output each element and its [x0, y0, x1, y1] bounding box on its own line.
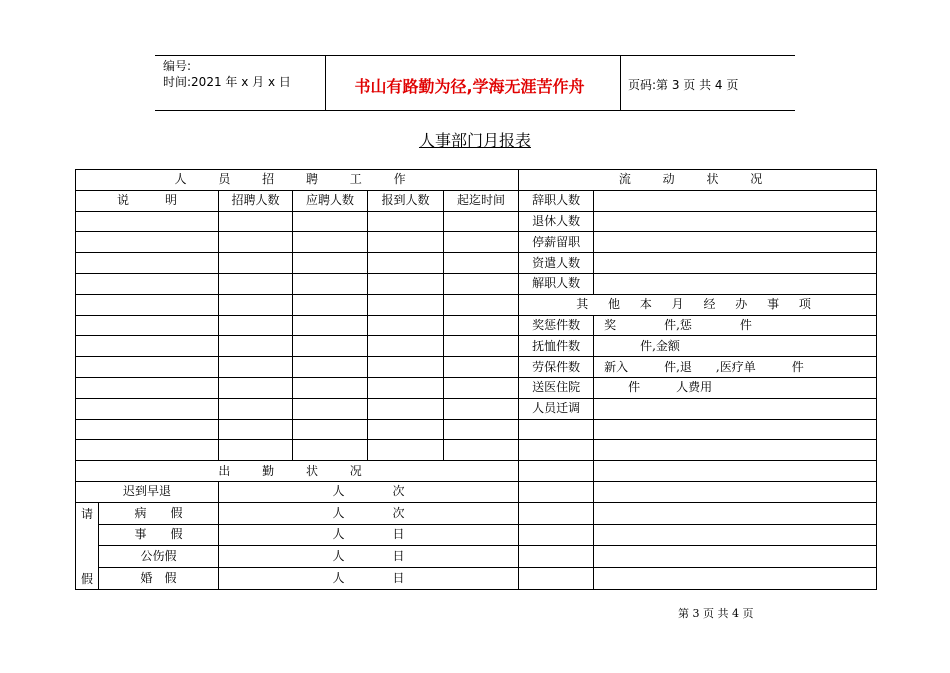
input-cell[interactable] — [219, 294, 293, 315]
other-value[interactable]: 新入 件,退 ,医疗单 件 — [594, 357, 877, 378]
input-cell[interactable] — [219, 419, 293, 440]
input-cell[interactable] — [594, 524, 877, 546]
header-page-info: 页码:第 3 页 共 4 页 — [628, 78, 739, 92]
other-label: 人员迁调 — [519, 398, 594, 419]
input-cell[interactable] — [368, 357, 444, 378]
input-cell[interactable] — [519, 419, 594, 440]
table-row — [76, 440, 877, 461]
col-header-description: 说 明 — [76, 190, 219, 211]
other-value[interactable] — [594, 398, 877, 419]
input-cell[interactable] — [519, 524, 594, 546]
input-cell[interactable] — [594, 481, 877, 502]
input-cell[interactable] — [219, 232, 293, 253]
input-cell[interactable] — [594, 546, 877, 568]
input-cell[interactable] — [594, 419, 877, 440]
input-cell[interactable] — [594, 461, 877, 482]
flow-value-cell[interactable] — [594, 211, 877, 232]
table-row — [76, 294, 877, 315]
input-cell[interactable] — [368, 315, 444, 336]
input-cell[interactable] — [444, 398, 519, 419]
input-cell[interactable] — [519, 440, 594, 461]
monthly-report-table — [75, 169, 877, 590]
input-cell[interactable] — [444, 232, 519, 253]
table-row — [76, 481, 877, 502]
input-cell[interactable] — [519, 461, 594, 482]
col-header-period: 起迄时间 — [444, 190, 519, 211]
leave-label: 病 假 — [99, 502, 219, 524]
flow-label: 停薪留职 — [519, 232, 594, 253]
col-header-reported: 报到人数 — [368, 190, 444, 211]
other-value[interactable]: 奖 件,惩 件 — [594, 315, 877, 336]
leave-label-bottom: 假 — [80, 571, 93, 586]
input-cell[interactable] — [76, 419, 219, 440]
input-cell[interactable] — [368, 336, 444, 357]
col-header-hired: 招聘人数 — [219, 190, 293, 211]
flow-label: 退休人数 — [519, 211, 594, 232]
input-cell[interactable] — [76, 273, 219, 294]
table-row — [76, 211, 877, 232]
input-cell[interactable] — [444, 419, 519, 440]
table-row — [76, 461, 877, 482]
input-cell[interactable] — [519, 568, 594, 590]
input-cell[interactable] — [293, 398, 368, 419]
table-row — [76, 336, 877, 357]
leave-label: 事 假 — [99, 524, 219, 546]
leave-label-top: 请 — [80, 506, 93, 521]
other-value[interactable]: 件 人费用 — [594, 377, 877, 398]
input-cell[interactable] — [76, 398, 219, 419]
input-cell[interactable] — [219, 211, 293, 232]
input-cell[interactable] — [219, 273, 293, 294]
page-footer: 第 3 页 共 4 页 — [678, 607, 754, 620]
table-row — [76, 273, 877, 294]
input-cell[interactable] — [219, 440, 293, 461]
flow-value-cell[interactable] — [594, 232, 877, 253]
input-cell[interactable] — [444, 336, 519, 357]
flow-value-cell[interactable] — [594, 273, 877, 294]
leave-value[interactable]: 人 日 — [219, 524, 519, 546]
input-cell[interactable] — [444, 357, 519, 378]
input-cell[interactable] — [293, 253, 368, 274]
input-cell[interactable] — [76, 294, 219, 315]
table-row — [76, 170, 877, 191]
input-cell[interactable] — [368, 419, 444, 440]
input-cell[interactable] — [594, 440, 877, 461]
other-matters-header: 其 他 本 月 经 办 事 项 — [519, 294, 877, 315]
flow-label: 解职人数 — [519, 273, 594, 294]
input-cell[interactable] — [293, 294, 368, 315]
flow-label: 辞职人数 — [519, 190, 594, 211]
input-cell[interactable] — [444, 211, 519, 232]
input-cell[interactable] — [444, 315, 519, 336]
flow-label: 资遣人数 — [519, 253, 594, 274]
input-cell[interactable] — [219, 253, 293, 274]
other-label: 奖惩件数 — [519, 315, 594, 336]
input-cell[interactable] — [519, 546, 594, 568]
table-row — [76, 398, 877, 419]
late-value[interactable]: 人 次 — [219, 481, 519, 502]
input-cell[interactable] — [444, 273, 519, 294]
input-cell[interactable] — [219, 315, 293, 336]
flow-header: 流 动 状 况 — [519, 170, 877, 191]
leave-label: 公伤假 — [99, 546, 219, 568]
table-row — [76, 568, 877, 590]
code-label: 编号: — [163, 59, 192, 73]
input-cell[interactable] — [368, 273, 444, 294]
header-divider — [620, 56, 621, 110]
other-label: 送医住院 — [519, 377, 594, 398]
input-cell[interactable] — [368, 211, 444, 232]
input-cell[interactable] — [293, 315, 368, 336]
input-cell[interactable] — [76, 211, 219, 232]
header-left-info — [163, 58, 291, 90]
other-value[interactable]: 件,金额 — [594, 336, 877, 357]
input-cell[interactable] — [368, 253, 444, 274]
table-row — [76, 232, 877, 253]
table-row — [76, 524, 877, 546]
leave-value[interactable]: 人 日 — [219, 546, 519, 568]
input-cell[interactable] — [293, 232, 368, 253]
input-cell[interactable] — [219, 357, 293, 378]
time-line: 时间:2021 年 x 月 x 日 — [163, 75, 291, 89]
table-row — [76, 315, 877, 336]
attendance-header: 出 勤 状 况 — [76, 461, 519, 482]
input-cell[interactable] — [594, 568, 877, 590]
page-header — [155, 55, 795, 111]
input-cell[interactable] — [293, 273, 368, 294]
recruit-header: 人 员 招 聘 工 作 — [76, 170, 519, 191]
col-header-applicants: 应聘人数 — [293, 190, 368, 211]
input-cell[interactable] — [219, 377, 293, 398]
input-cell[interactable] — [219, 336, 293, 357]
input-cell[interactable] — [76, 253, 219, 274]
input-cell[interactable] — [76, 357, 219, 378]
input-cell[interactable] — [444, 440, 519, 461]
input-cell[interactable] — [444, 377, 519, 398]
title-text: 人事部门月报表 — [418, 131, 531, 150]
flow-value-cell[interactable] — [594, 253, 877, 274]
other-label: 抚恤件数 — [519, 336, 594, 357]
input-cell[interactable] — [519, 481, 594, 502]
input-cell[interactable] — [368, 377, 444, 398]
input-cell[interactable] — [293, 211, 368, 232]
input-cell[interactable] — [368, 440, 444, 461]
header-motto: 书山有路勤为径,学海无涯苦作舟 — [354, 77, 585, 96]
flow-value-cell[interactable] — [594, 190, 877, 211]
input-cell[interactable] — [519, 502, 594, 524]
table-row — [76, 357, 877, 378]
input-cell[interactable] — [76, 377, 219, 398]
input-cell[interactable] — [293, 357, 368, 378]
input-cell[interactable] — [76, 232, 219, 253]
input-cell[interactable] — [368, 232, 444, 253]
input-cell[interactable] — [293, 336, 368, 357]
table-row — [76, 546, 877, 568]
input-cell[interactable] — [76, 336, 219, 357]
late-label: 迟到早退 — [76, 481, 219, 502]
table-row — [76, 419, 877, 440]
input-cell[interactable] — [293, 377, 368, 398]
input-cell[interactable] — [293, 440, 368, 461]
header-divider — [325, 56, 326, 110]
table-row — [76, 502, 877, 524]
leave-value[interactable]: 人 次 — [219, 502, 519, 524]
table-row — [76, 377, 877, 398]
table-row — [76, 253, 877, 274]
input-cell[interactable] — [293, 419, 368, 440]
table-row — [76, 190, 877, 211]
input-cell[interactable] — [76, 440, 219, 461]
leave-side-label — [76, 502, 99, 589]
input-cell[interactable] — [76, 315, 219, 336]
page-title — [0, 128, 950, 151]
input-cell[interactable] — [444, 294, 519, 315]
input-cell[interactable] — [368, 398, 444, 419]
input-cell[interactable] — [594, 502, 877, 524]
leave-value[interactable]: 人 日 — [219, 568, 519, 590]
leave-label: 婚 假 — [99, 568, 219, 590]
other-label: 劳保件数 — [519, 357, 594, 378]
input-cell[interactable] — [444, 253, 519, 274]
input-cell[interactable] — [368, 294, 444, 315]
input-cell[interactable] — [219, 398, 293, 419]
